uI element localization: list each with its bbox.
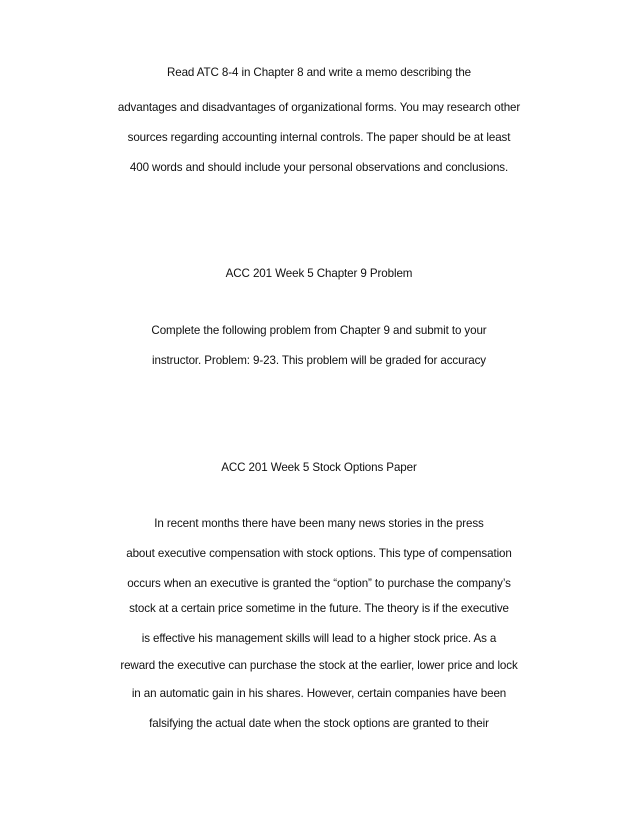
paragraph-line: Complete the following problem from Chapter 9 and submit to your [151,324,487,337]
paragraph-line: in an automatic gain in his shares. However, certain companies have been [131,687,507,700]
paragraph-line: Read ATC 8-4 in Chapter 8 and write a memo describing the [166,66,472,79]
paragraph-line: occurs when an executive is granted the “option” to purchase the company’s [127,577,511,590]
section-heading: ACC 201 Week 5 Stock Options Paper [221,461,417,474]
paragraph-line: In recent months there have been many news stories in the press [154,517,484,530]
paragraph-line: falsifying the actual date when the stock options are granted to their [149,717,489,730]
paragraph-line: is effective his management skills will lead to a higher stock price. As a [141,632,497,645]
paragraph-line: instructor. Problem: 9-23. This problem will be graded for accuracy [152,354,486,367]
paragraph-line: about executive compensation with stock options. This type of compensation [126,547,512,560]
paragraph-line: advantages and disadvantages of organizational forms. You may research other [117,101,521,114]
paragraph-line: reward the executive can purchase the stock at the earlier, lower price and lock [120,659,518,672]
section-heading: ACC 201 Week 5 Chapter 9 Problem [225,267,413,280]
paragraph-line: sources regarding accounting internal controls. The paper should be at least [127,131,511,144]
paragraph-line: 400 words and should include your personal observations and conclusions. [129,161,509,174]
paragraph-line: stock at a certain price sometime in the future. The theory is if the executive [129,602,509,615]
